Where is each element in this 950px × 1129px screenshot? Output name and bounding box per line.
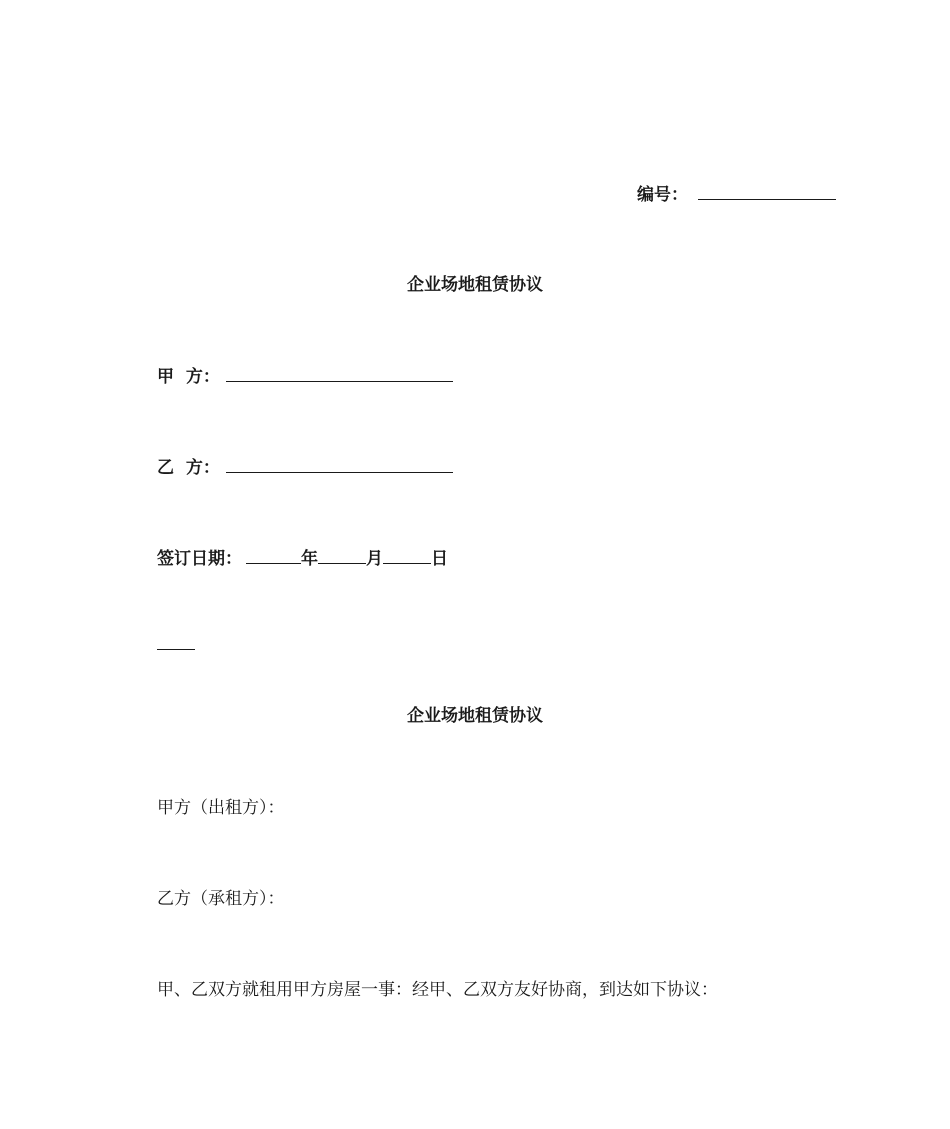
cover-party-b-label: 乙 方： [157, 458, 220, 478]
signing-date-label: 签订日期： [157, 549, 242, 569]
lessor-line: 甲方（出租方）： [157, 798, 285, 818]
cover-party-b-blank[interactable] [226, 457, 453, 473]
cover-title: 企业场地租赁协议 [407, 275, 543, 295]
signing-year-label: 年 [301, 549, 318, 569]
cover-party-a-field [157, 366, 453, 388]
signing-day-label: 日 [431, 549, 448, 569]
lessee-line: 乙方（承租方）： [157, 889, 285, 909]
section-divider [157, 649, 195, 650]
signing-month-blank[interactable] [318, 548, 366, 564]
agreement-intro: 甲、乙双方就租用甲方房屋一事：经甲、乙双方友好协商，到达如下协议： [157, 980, 718, 1000]
contract-number-field [637, 184, 836, 206]
contract-number-blank[interactable] [698, 184, 836, 200]
signing-date-field [157, 548, 448, 570]
signing-month-label: 月 [366, 549, 383, 569]
contract-number-label: 编号： [637, 185, 688, 205]
agreement-title: 企业场地租赁协议 [407, 706, 543, 726]
cover-party-a-label: 甲 方： [157, 367, 220, 387]
signing-year-blank[interactable] [246, 548, 301, 564]
cover-party-a-blank[interactable] [226, 366, 453, 382]
cover-party-b-field [157, 457, 453, 479]
signing-day-blank[interactable] [383, 548, 431, 564]
